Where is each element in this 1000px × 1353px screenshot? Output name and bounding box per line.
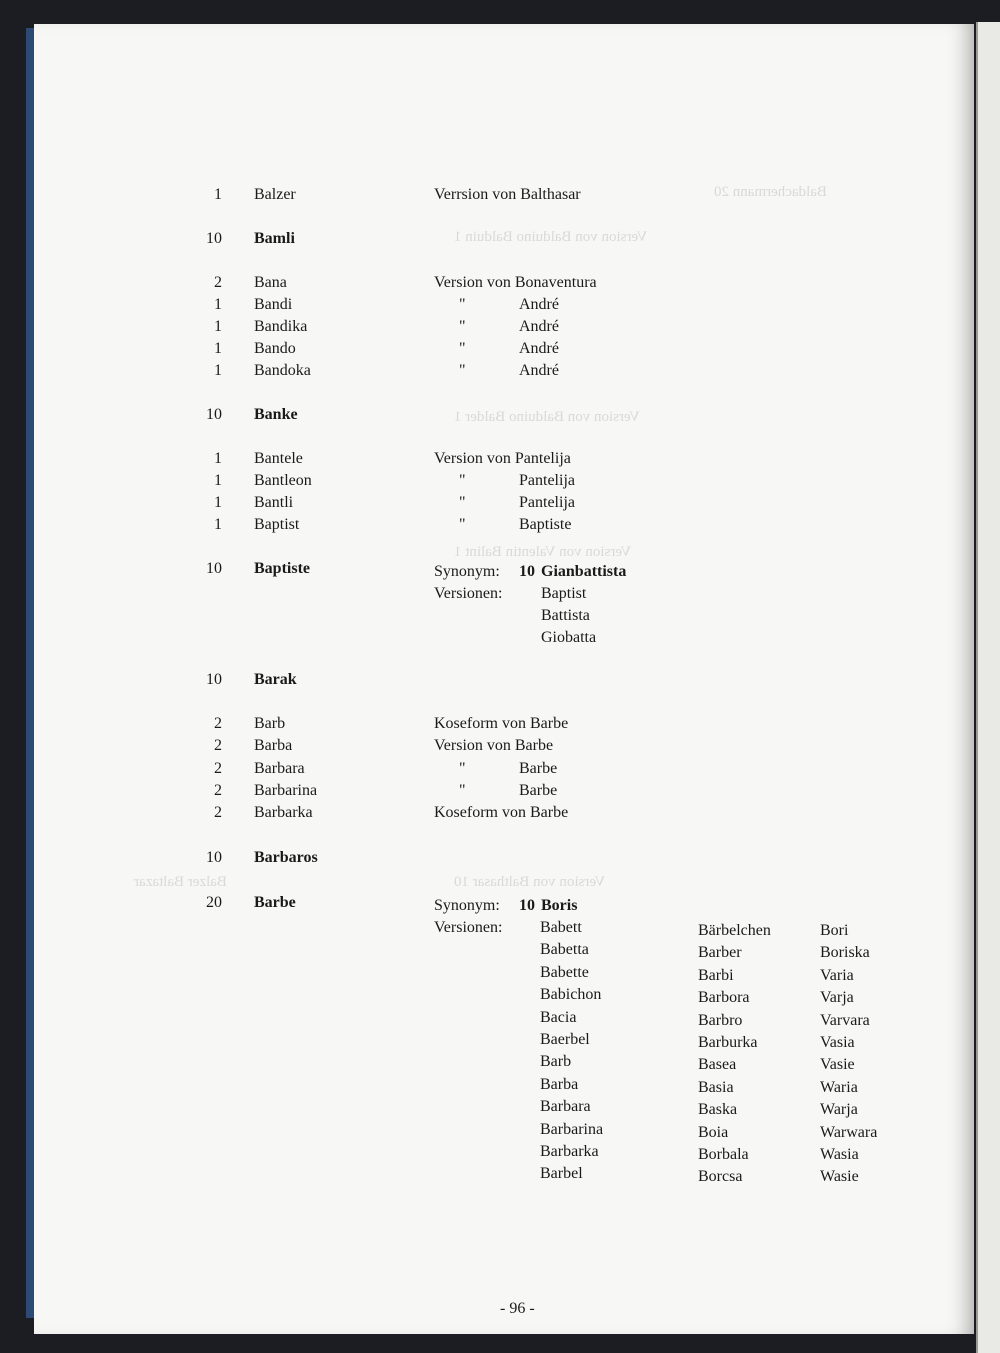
entry-number: 1 — [214, 516, 222, 533]
entry-number: 2 — [214, 804, 222, 821]
entry-number: 1 — [214, 340, 222, 357]
entry-number: 1 — [214, 494, 222, 511]
ditto-mark: " — [459, 340, 466, 357]
entry-name: Barba — [254, 737, 293, 754]
entry-name: Bandika — [254, 318, 308, 335]
bleed-through-text: Version von Balduino Balder 1 — [454, 409, 640, 425]
version-name: Babetta — [540, 941, 589, 959]
version-name: Wasie — [820, 1168, 859, 1186]
entry-number: 1 — [214, 450, 222, 467]
entry-description: Version von Bonaventura — [434, 274, 597, 291]
ditto-mark: " — [459, 782, 466, 799]
entry-name: Bantleon — [254, 472, 312, 489]
version-name: Basea — [698, 1056, 737, 1074]
version-name: Boia — [698, 1123, 729, 1141]
versions-label: Versionen: — [434, 585, 503, 602]
version-name: Babette — [540, 963, 589, 981]
version-name: Wasia — [820, 1146, 859, 1163]
entry-description: Version von Pantelija — [434, 450, 571, 467]
entry-number: 1 — [214, 362, 222, 379]
version-name: Vasie — [820, 1056, 855, 1074]
next-page-edge — [976, 22, 1000, 1353]
entry-description: Pantelija — [519, 494, 575, 511]
ditto-mark: " — [459, 472, 466, 489]
synonym-label: Synonym: — [434, 563, 500, 580]
version-name: Baska — [698, 1101, 738, 1119]
entry-number: 2 — [214, 760, 222, 777]
synonym-name: Boris — [541, 897, 578, 914]
ditto-mark: " — [459, 516, 466, 533]
version-name: Waria — [820, 1078, 858, 1096]
version-name: Babett — [540, 919, 582, 936]
bleed-through-text: Baldachermann 20 — [714, 184, 827, 200]
version-name: Bori — [820, 922, 849, 939]
synonym-label: Synonym: — [434, 897, 500, 914]
entry-description: Barbe — [519, 760, 558, 777]
entry-description: André — [519, 296, 559, 313]
entry-description: André — [519, 340, 559, 357]
entry-number: 2 — [214, 274, 222, 291]
version-name: Barbi — [698, 966, 734, 984]
entry-name: Bana — [254, 274, 287, 291]
version-name: Basia — [698, 1078, 734, 1096]
entry-name: Bando — [254, 340, 296, 357]
version-name: Barbarina — [540, 1120, 604, 1138]
entry-number: 1 — [214, 186, 222, 203]
entry-name: Barbara — [254, 760, 305, 777]
version-name: Warwara — [820, 1123, 878, 1141]
page-number: - 96 - — [500, 1300, 535, 1317]
entry-description: Barbe — [519, 782, 558, 799]
entry-description: Version von Barbe — [434, 737, 554, 754]
version-name: Borcsa — [698, 1168, 743, 1186]
entry-number: 10 — [206, 230, 222, 247]
entry-name: Barb — [254, 715, 286, 732]
entry-description: Koseform von Barbe — [434, 804, 569, 821]
entry-number: 1 — [214, 472, 222, 489]
ditto-mark: " — [459, 494, 466, 511]
entry-name: Barak — [254, 671, 297, 688]
entry-name: Banke — [254, 406, 298, 423]
ditto-mark: " — [459, 318, 466, 335]
entry-description: Koseform von Barbe — [434, 715, 569, 732]
entry-name: Bantele — [254, 450, 303, 467]
version-name: Warja — [820, 1101, 858, 1119]
ditto-mark: " — [459, 362, 466, 379]
bleed-through-text: Version von Valentin Balint 1 — [454, 544, 632, 560]
entry-number: 1 — [214, 296, 222, 313]
entry-name: Barbe — [254, 894, 296, 911]
entry-number: 1 — [214, 318, 222, 335]
entry-number: 2 — [214, 737, 222, 754]
entry-description: André — [519, 318, 559, 335]
versions-label: Versionen: — [434, 919, 503, 936]
bleed-through-text: Balzer Baltazar — [134, 874, 227, 890]
version-name: Varia — [820, 966, 854, 984]
entry-number: 10 — [206, 406, 222, 423]
bleed-through-text: Version von Balthasar 10 — [454, 874, 606, 890]
entry-name: Balzer — [254, 186, 296, 203]
entry-name: Barbaros — [254, 849, 318, 866]
version-name: Barba — [540, 1075, 579, 1093]
version-name: Bärbelchen — [698, 922, 771, 939]
version-name: Barbarka — [540, 1143, 599, 1160]
entry-number: 10 — [206, 560, 222, 577]
version-name: Barbel — [540, 1165, 583, 1183]
entry-name: Bantli — [254, 494, 294, 511]
entry-number: 20 — [206, 894, 222, 911]
version-name: Bacia — [540, 1008, 577, 1026]
version-name: Baerbel — [540, 1031, 590, 1048]
synonym-name: Gianbattista — [541, 563, 627, 580]
entry-name: Bandoka — [254, 362, 311, 379]
entry-name: Barbarina — [254, 782, 318, 799]
entry-name: Barbarka — [254, 804, 313, 821]
entry-name: Bandi — [254, 296, 293, 313]
version-name: Giobatta — [541, 629, 597, 646]
version-name: Battista — [541, 607, 590, 624]
entry-description: Verrsion von Balthasar — [434, 186, 581, 203]
entry-number: 2 — [214, 782, 222, 799]
version-name: Vasia — [820, 1034, 855, 1051]
synonym-number: 10 — [519, 897, 535, 914]
entry-name: Bamli — [254, 230, 295, 247]
entry-number: 2 — [214, 715, 222, 732]
version-name: Varja — [820, 989, 854, 1007]
version-name: Barburka — [698, 1034, 758, 1051]
entry-name: Baptiste — [254, 560, 310, 577]
entry-number: 10 — [206, 671, 222, 688]
ditto-mark: " — [459, 760, 466, 777]
version-name: Barbro — [698, 1011, 743, 1029]
entry-description: André — [519, 362, 559, 379]
version-name: Barb — [540, 1053, 572, 1071]
entry-description: Pantelija — [519, 472, 575, 489]
version-name: Boriska — [820, 944, 870, 962]
version-name: Babichon — [540, 986, 602, 1004]
version-name: Barber — [698, 944, 742, 962]
bleed-through-text: Version von Balduino Balduin 1 — [454, 229, 648, 245]
version-name: Barbora — [698, 989, 750, 1007]
version-name: Baptist — [541, 585, 587, 602]
entry-number: 10 — [206, 849, 222, 866]
ditto-mark: " — [459, 296, 466, 313]
entry-description: Baptiste — [519, 516, 572, 533]
synonym-number: 10 — [519, 563, 535, 580]
version-name: Borbala — [698, 1146, 749, 1163]
entry-name: Baptist — [254, 516, 300, 533]
version-name: Barbara — [540, 1098, 591, 1116]
version-name: Varvara — [820, 1011, 870, 1029]
